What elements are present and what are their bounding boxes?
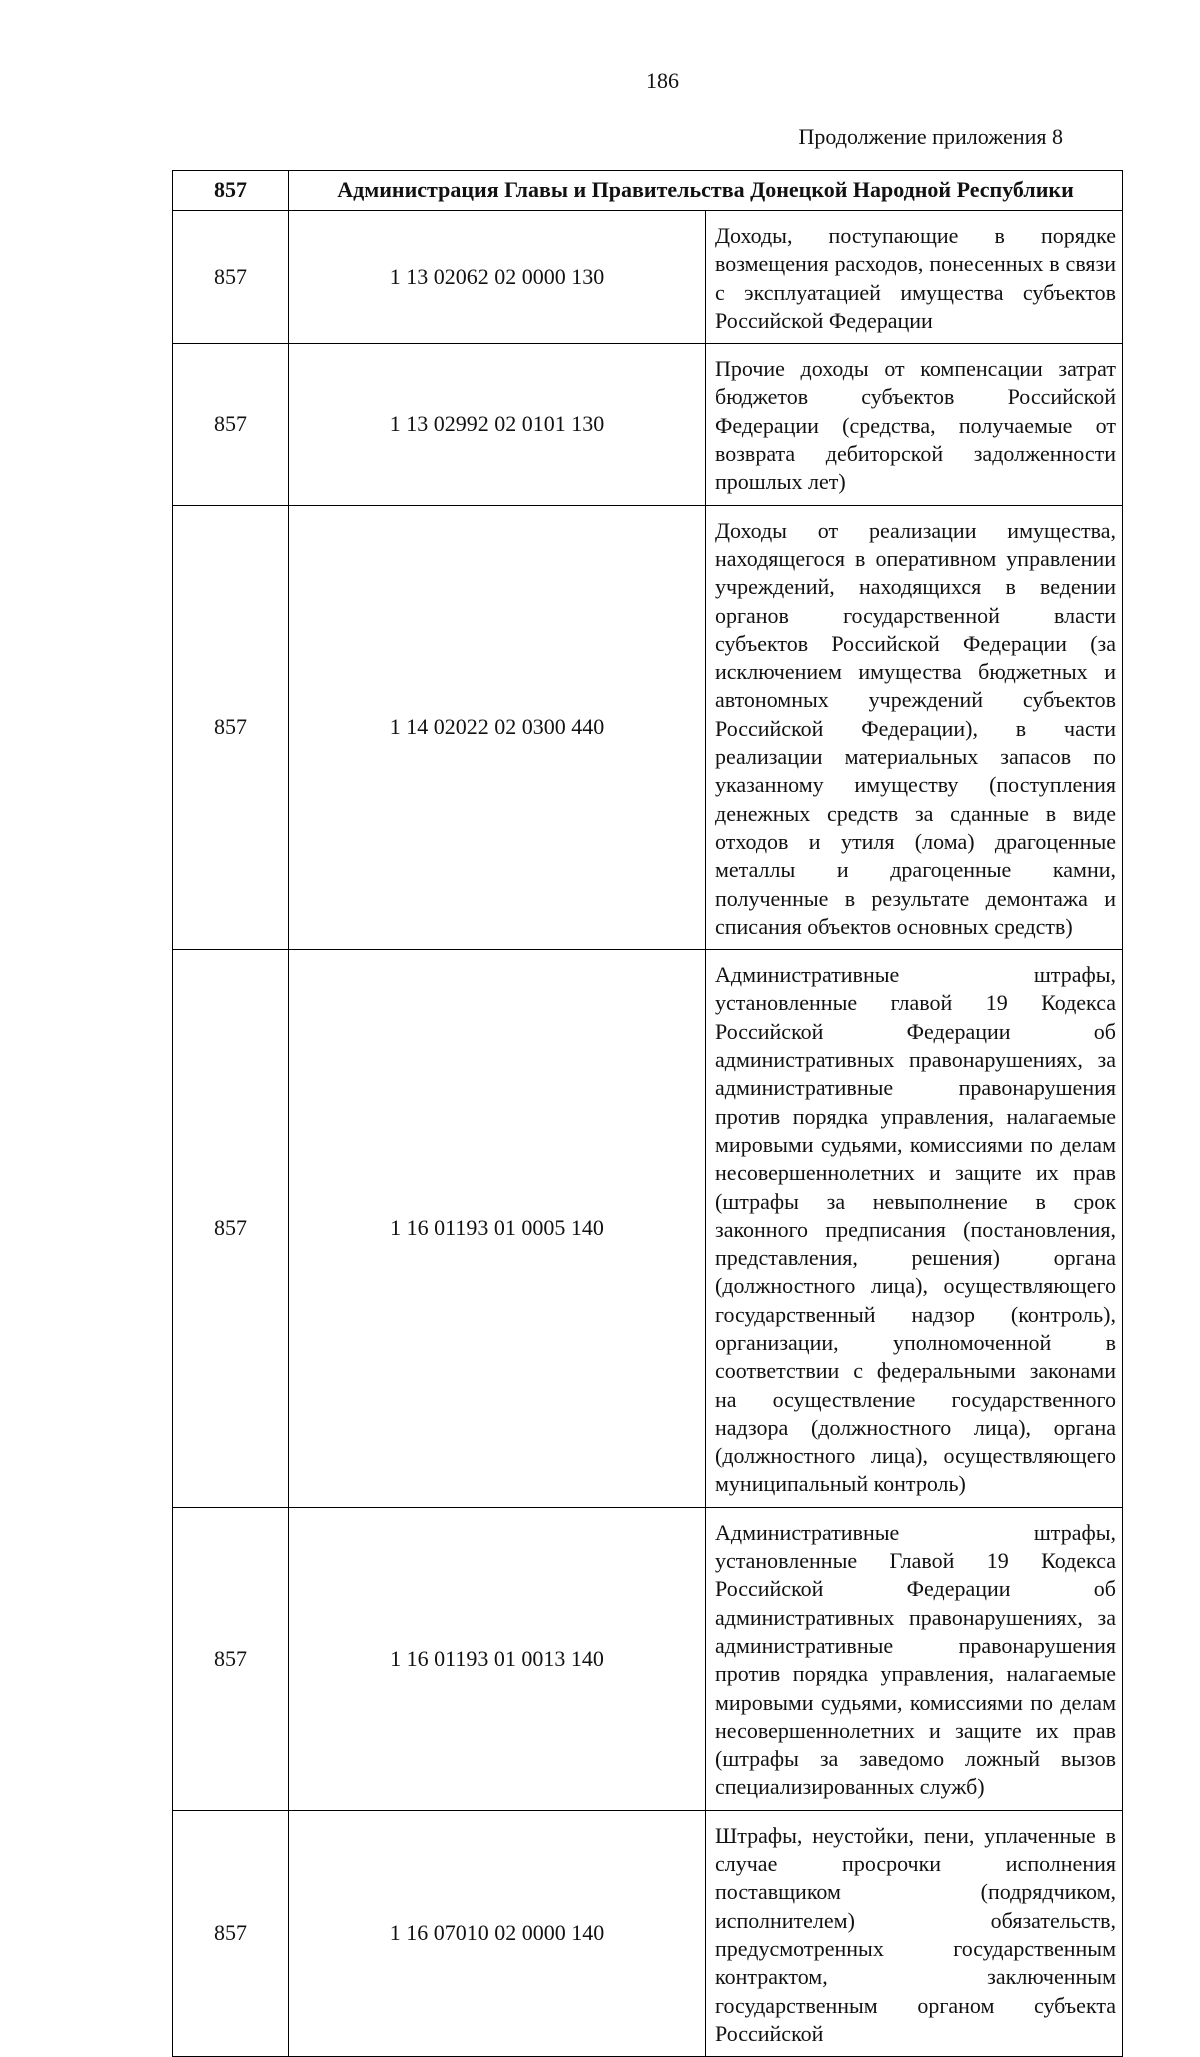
page-number: 186 [646,68,679,93]
table-row [173,211,1123,344]
admin-code-cell: 857 [173,950,289,1508]
table-row [173,344,1123,505]
table-row [173,950,1123,1508]
admin-code-cell: 857 [173,211,289,344]
admin-code-cell: 857 [173,1507,289,1810]
admin-code-cell: 857 [173,344,289,505]
admin-code-cell: 857 [173,1810,289,2056]
description-cell: Доходы, поступающие в порядке возмещения расходов, понесенных в связи с эксплуатацией имущества субъектов Российской Федерации [706,211,1123,344]
description-cell: Прочие доходы от компенсации затрат бюджетов субъектов Российской Федерации (средства, получаемые от возврата дебиторской задолженности прошлых лет) [706,344,1123,505]
revenue-code-cell: 1 13 02992 02 0101 130 [289,344,706,505]
header-admin-code: 857 [173,171,289,211]
description-cell: Административные штрафы, установленные главой 19 Кодекса Российской Федерации об административных правонарушениях, за административные правонарушения против порядка управления, налагаемые мировыми судьями, комиссиями по делам несовершеннолетних и защите их прав (штрафы за невыполнение в срок законного предписания (постановления, представления, решения) органа (должностного лица), осуществляющего государственный надзор (контроль), организации, уполномоченной в соответствии с федеральными законами на осуществление государственного надзора (должностного лица), органа (должностного лица), осуществляющего муниципальный контроль) [706,950,1123,1508]
admin-code-cell: 857 [173,505,289,949]
description-cell: Доходы от реализации имущества, находящегося в оперативном управлении учреждений, находящихся в ведении органов государственной власти субъектов Российской Федерации (за исключением имущества бюджетных и автономных учреждений субъектов Российской Федерации), в части реализации материальных запасов по указанному имуществу (поступления денежных средств за сданные в виде отходов и утиля (лома) драгоценные металлы и драгоценные камни, полученные в результате демонтажа и списания объектов основных средств) [706,505,1123,949]
description-cell: Административные штрафы, установленные Главой 19 Кодекса Российской Федерации об административных правонарушениях, за административные правонарушения против порядка управления, налагаемые мировыми судьями, комиссиями по делам несовершеннолетних и защите их прав (штрафы за заведомо ложный вызов специализированных служб) [706,1507,1123,1810]
revenue-code-cell: 1 14 02022 02 0300 440 [289,505,706,949]
table-row [173,1507,1123,1810]
revenue-code-cell: 1 13 02062 02 0000 130 [289,211,706,344]
header-admin-name: Администрация Главы и Правительства Донецкой Народной Республики [289,171,1123,211]
appendix-continuation-note: Продолжение приложения 8 [798,124,1063,149]
revenue-code-cell: 1 16 07010 02 0000 140 [289,1810,706,2056]
table-row [173,505,1123,949]
revenue-codes-table [172,170,1123,2057]
revenue-code-cell: 1 16 01193 01 0013 140 [289,1507,706,1810]
revenue-code-cell: 1 16 01193 01 0005 140 [289,950,706,1508]
table-header-row [173,171,1123,211]
table-row [173,1810,1123,2056]
description-cell: Штрафы, неустойки, пени, уплаченные в случае просрочки исполнения поставщиком (подрядчиком, исполнителем) обязательств, предусмотренных государственным контрактом, заключенным государственным органом субъекта Российской [706,1810,1123,2056]
